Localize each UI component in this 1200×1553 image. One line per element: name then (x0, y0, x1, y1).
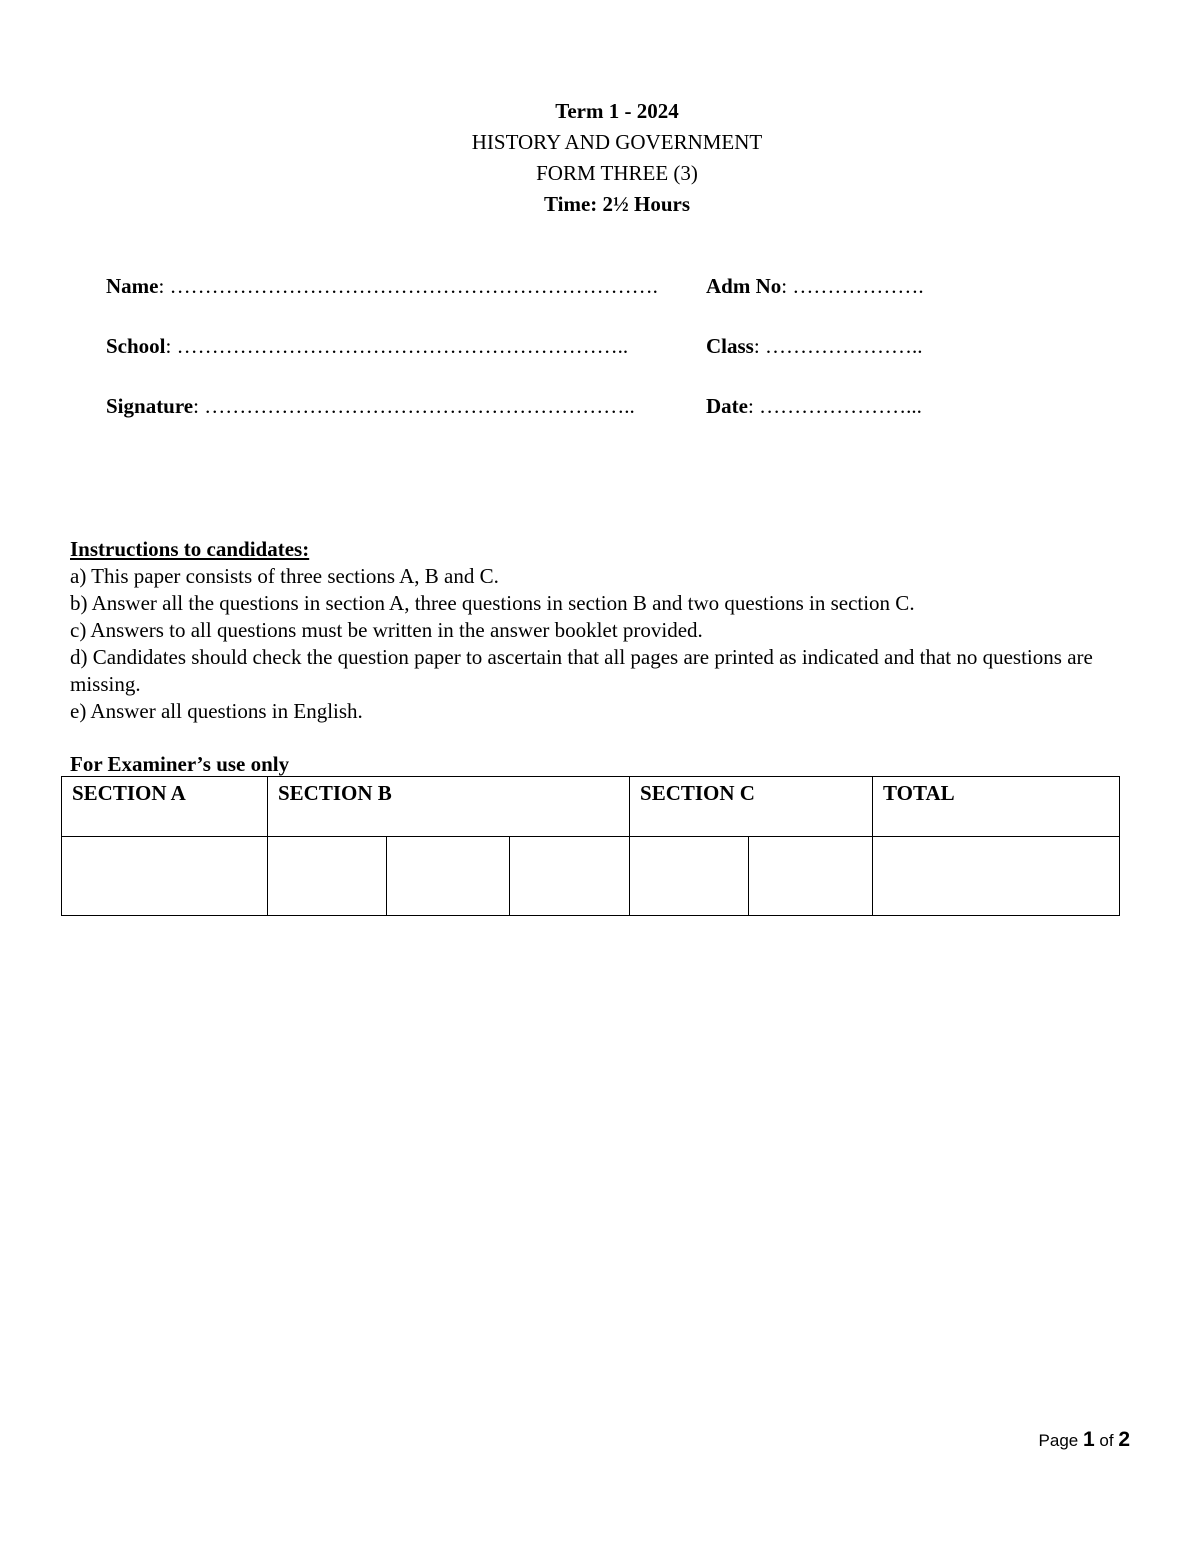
section-b-mark-cell[interactable] (510, 837, 630, 916)
section-c-header: SECTION C (630, 777, 873, 837)
section-a-mark-cell[interactable] (62, 837, 268, 916)
instruction-item: c) Answers to all questions must be written in the answer booklet provided. (70, 618, 703, 642)
section-b-mark-cell[interactable] (387, 837, 510, 916)
table-header-row (62, 777, 1120, 837)
instruction-item: d) Candidates should check the question paper to ascertain that all pages are printed as indicated and that no questions are missing. (70, 645, 1093, 696)
class-field[interactable]: : ………………….. (753, 334, 923, 358)
page-current: 1 (1082, 1428, 1095, 1451)
class-label: Class (706, 334, 754, 358)
instruction-item: a) This paper consists of three sections A, B and C. (70, 564, 499, 588)
school-field[interactable]: : ……………………………………………………….. (165, 334, 629, 358)
name-row (106, 274, 924, 299)
page-word: Page (1038, 1431, 1079, 1450)
instruction-item: b) Answer all the questions in section A, three questions in section B and two questions in section C. (70, 591, 915, 615)
instructions-block (70, 536, 1140, 725)
instructions-title: Instructions to candidates: (70, 537, 310, 561)
table-marks-row (62, 837, 1120, 916)
section-c-mark-cell[interactable] (630, 837, 749, 916)
section-c-mark-cell[interactable] (749, 837, 873, 916)
signature-label: Signature (106, 394, 194, 418)
section-b-header: SECTION B (268, 777, 630, 837)
adm-field[interactable]: : ………………. (781, 274, 924, 298)
signature-row (106, 394, 922, 419)
school-label: School (106, 334, 166, 358)
term-line: Term 1 - 2024 (555, 99, 679, 123)
class-group (706, 334, 922, 359)
school-row (106, 334, 923, 359)
name-field[interactable]: : ……………………………………………………………. (158, 274, 658, 298)
section-b-mark-cell[interactable] (268, 837, 387, 916)
examiner-marks-table (61, 776, 1120, 916)
page-number (1039, 1428, 1130, 1452)
date-group (706, 394, 922, 419)
total-header: TOTAL (873, 777, 1120, 837)
date-label: Date (706, 394, 748, 418)
section-a-header: SECTION A (62, 777, 268, 837)
exam-header (0, 96, 1200, 220)
total-mark-cell[interactable] (873, 837, 1120, 916)
signature-field[interactable]: : …………………………………………………….. (193, 394, 635, 418)
instruction-item: e) Answer all questions in English. (70, 699, 363, 723)
adm-label: Adm No (706, 274, 782, 298)
subject-line: HISTORY AND GOVERNMENT (471, 130, 763, 154)
date-field[interactable]: : …………………... (747, 394, 922, 418)
adm-group (706, 274, 924, 299)
name-label: Name (106, 274, 159, 298)
page-of: of (1099, 1431, 1114, 1450)
time-line: Time: 2½ Hours (543, 192, 691, 216)
examiner-title: For Examiner’s use only (70, 752, 290, 776)
form-line: FORM THREE (3) (536, 161, 698, 185)
page-total: 2 (1118, 1428, 1130, 1451)
